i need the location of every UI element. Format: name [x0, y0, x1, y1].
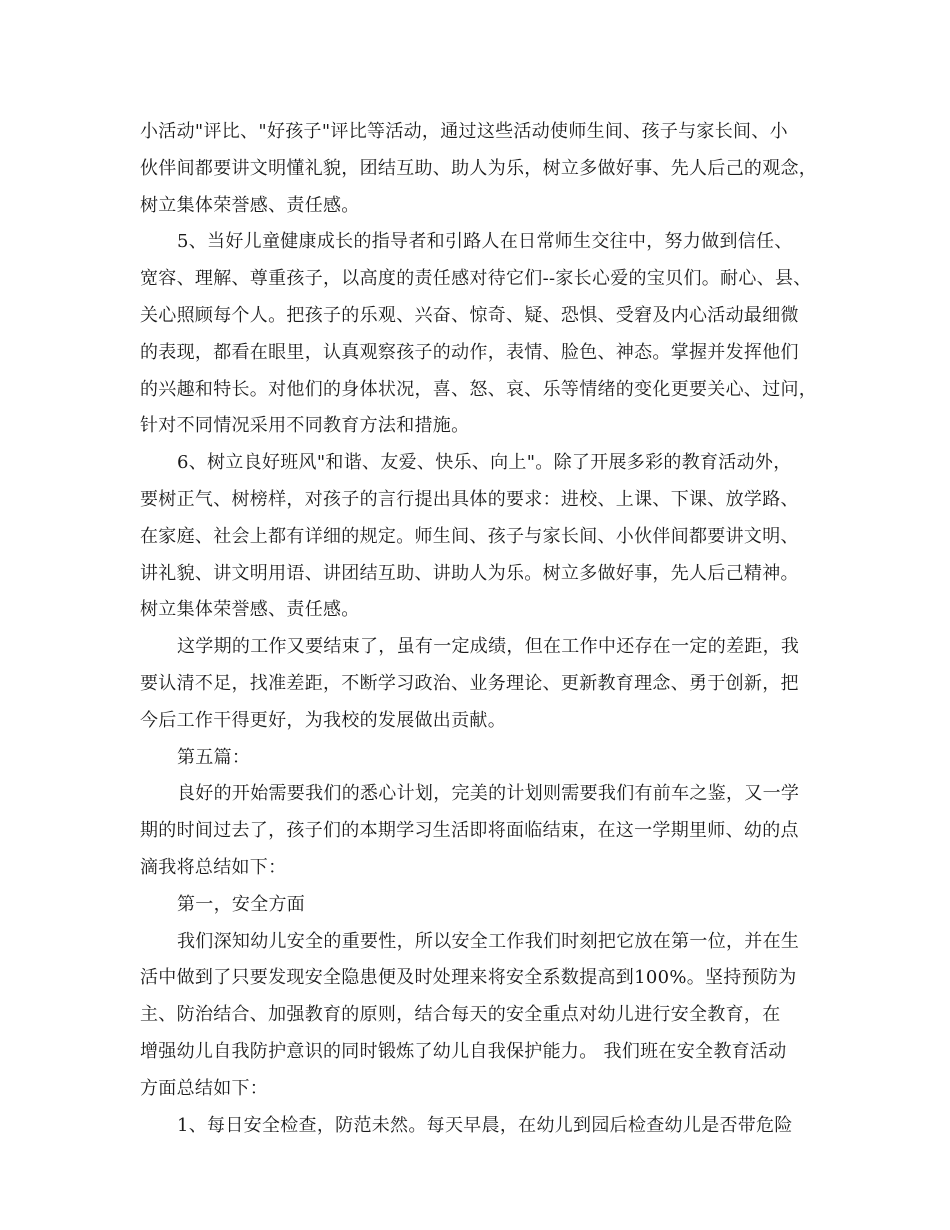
- text-line: 小活动"评比、"好孩子"评比等活动，通过这些活动使师生间、孩子与家长间、小: [140, 121, 788, 142]
- text-line: 主、防治结合、加强教育的原则，结合每天的安全重点对幼儿进行安全教育，在: [140, 1004, 781, 1026]
- text-line: 方面总结如下：: [140, 1077, 269, 1099]
- section-heading: 第五篇：: [177, 746, 251, 768]
- text-line: 期的时间过去了，孩子们的本期学习生活即将面临结束，在这一学期里师、幼的点: [140, 820, 799, 842]
- text-line: 我们深知幼儿安全的重要性，所以安全工作我们时刻把它放在第一位，并在生: [177, 930, 800, 952]
- text-line: 这学期的工作又要结束了，虽有一定成绩，但在工作中还存在一定的差距，我: [177, 636, 800, 658]
- text-line: 今后工作干得更好，为我校的发展做出贡献。: [140, 709, 506, 731]
- text-line: 在家庭、社会上都有详细的规定。师生间、孩子与家长间、小伙伴间都要讲文明、: [140, 525, 799, 547]
- text-line: 伙伴间都要讲文明懂礼貌，团结互助、助人为乐，树立多做好事、先人后己的观念，: [140, 157, 818, 179]
- text-line: 宽容、理解、尊重孩子，以高度的责任感对待它们--家长心爱的宝贝们。耐心、县、: [140, 268, 812, 290]
- text-line: 活中做到了只要发现安全隐患便及时处理来将安全系数提高到100%。坚持预防为: [140, 967, 797, 989]
- text-line: 关心照顾每个人。把孩子的乐观、兴奋、惊奇、疑、恐惧、受窘及内心活动最细微: [140, 304, 799, 326]
- text-line: 增强幼儿自我防护意识的同时锻炼了幼儿自我保护能力。 我们班在安全教育活动: [140, 1040, 787, 1062]
- text-line: 树立集体荣誉感、责任感。: [140, 599, 360, 621]
- text-line: 要认清不足，找准差距，不断学习政治、业务理论、更新教育理念、勇于创新，把: [140, 672, 799, 694]
- text-line: 良好的开始需要我们的悉心计划，完美的计划则需要我们有前车之鉴，又一学: [177, 783, 800, 805]
- text-line: 树立集体荣誉感、责任感。: [140, 194, 360, 216]
- text-line: 要树正气、树榜样，对孩子的言行提出具体的要求：进校、上课、下课、放学路、: [140, 488, 799, 510]
- text-line: 的兴趣和特长。对他们的身体状况，喜、怒、哀、乐等情绪的变化更要关心、过问，: [140, 378, 818, 400]
- text-line: 讲礼貌、讲文明用语、讲团结互助、讲助人为乐。树立多做好事，先人后己精神。: [140, 562, 799, 584]
- text-line: 1、每日安全检查，防范未然。每天早晨，在幼儿到园后检查幼儿是否带危险: [177, 1114, 793, 1136]
- text-line: 5、当好儿童健康成长的指导者和引路人在日常师生交往中，努力做到信任、: [177, 231, 793, 253]
- text-line: 滴我将总结如下：: [140, 856, 287, 878]
- text-line: 的表现，都看在眼里，认真观察孩子的动作，表情、脸色、神态。掌握并发挥他们: [140, 341, 799, 363]
- subsection-heading: 第一，安全方面: [177, 893, 306, 915]
- document-body: [140, 114, 820, 1144]
- text-line: 6、树立良好班风"和谐、友爱、快乐、向上"。除了开展多彩的教育活动外，: [177, 452, 792, 474]
- text-line: 针对不同情况采用不同教育方法和措施。: [140, 415, 470, 437]
